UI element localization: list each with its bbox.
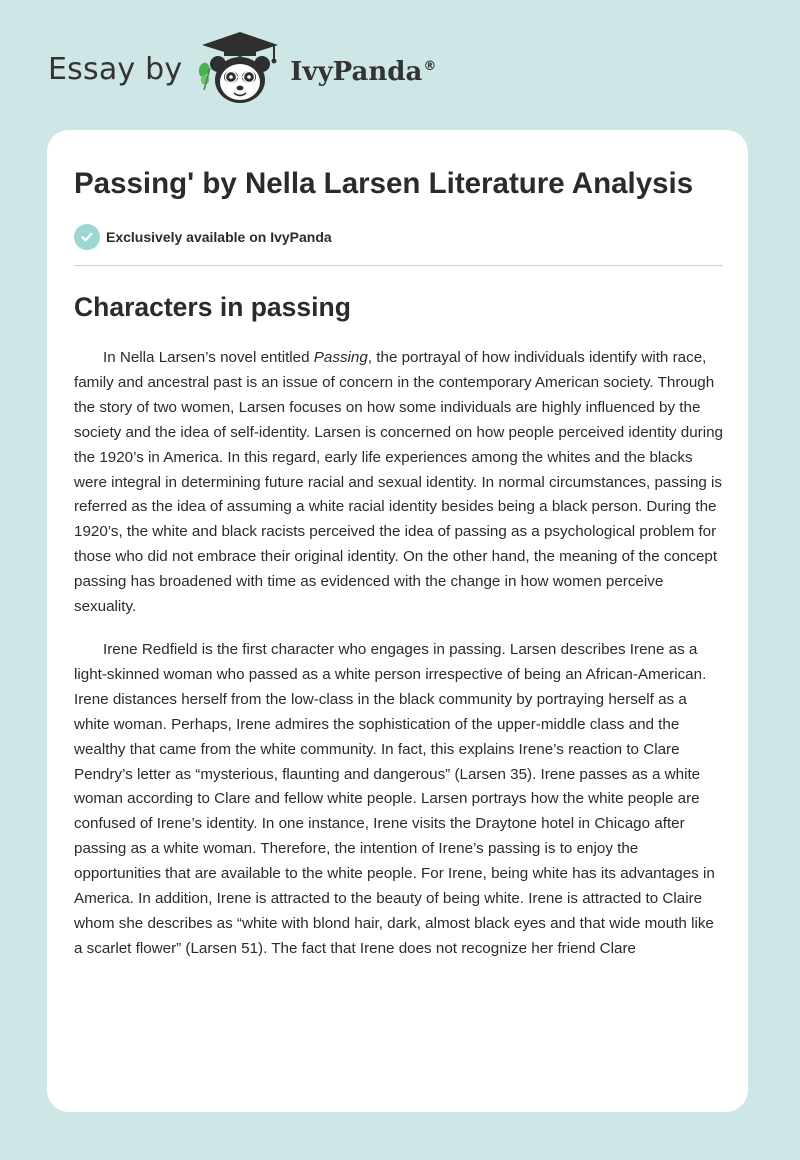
exclusive-badge: [74, 223, 723, 251]
site-header: [48, 30, 436, 110]
brand-prefix: Essay by: [48, 51, 183, 87]
essay-card: [47, 130, 748, 1112]
exclusive-label: Exclusively available on IvyPanda: [106, 229, 332, 245]
brand-name[interactable]: IvyPanda®: [290, 57, 437, 87]
paragraph-1: In Nella Larsen’s novel entitled Passing, the portrayal of how individuals identify with race, family and ancestral past is an issue of concern in the contemporary American society. Through the story of two women, Larsen focuses on how some individuals are highly influenced by the society and the idea of self-identity. Larsen is concerned on how people perceived identity during the 1920’s in America. In this regard, early life experiences among the whites and the blacks were integral in determining future racial and sexual identity. In normal circumstances, passing is referred as the idea of assuming a white racial identity besides being a black person. During the 1920’s, the white and black racists perceived the idea of passing as a psychological problem for those who did not embrace their original identity. On the other hand, the meaning of the concept passing has broadened with time as evidenced with the change in how women perceive sexuality.: [74, 349, 723, 616]
essay-title: Passing' by Nella Larsen Literature Analysis: [74, 167, 694, 200]
title-divider: [74, 265, 723, 266]
section-heading: Characters in passing: [74, 292, 351, 322]
check-circle-icon: [74, 224, 100, 250]
essay-body: [74, 346, 723, 962]
book-title: Passing: [313, 349, 368, 366]
essay-content: [74, 163, 723, 962]
panda-graduate-logo-icon[interactable]: [194, 30, 286, 110]
paragraph-2: Irene Redfield is the first character who engages in passing. Larsen describes Irene as a light-skinned woman who passed as a white person irrespective of being an African-American. Irene distances herself from the low-class in the black community by portraying herself as a white woman. Perhaps, Irene admires the sophistication of the upper-middle class and the wealthy that came from the white community. In fact, this explains Irene’s reaction to Clare Pendry’s letter as “mysterious, flaunting and dangerous” (Larsen 35). Irene passes as a white woman according to Clare and fellow white people. Larsen portrays how the white people are confused of Irene’s identity. In one instance, Irene visits the Draytone hotel in Chicago after passing as a white woman. Therefore, the intention of Irene’s passing is to enjoy the opportunities that are available to the white people. For Irene, being white has its advantages in America. In addition, Irene is attracted to the beauty of being white. Irene is attracted to Claire whom she describes as “white with blond hair, dark, almost black eyes and that wide mouth like a scarlet flower” (Larsen 51). The fact that Irene does not recognize her friend Clare: [74, 640, 715, 957]
